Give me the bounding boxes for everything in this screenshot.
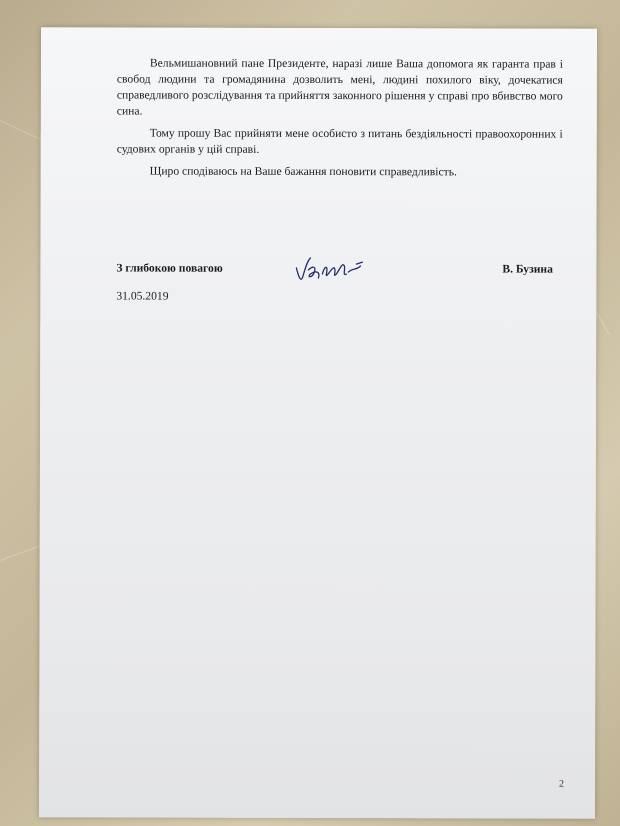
letter-date: 31.05.2019 xyxy=(116,289,169,303)
paragraph-request: Тому прошу Вас прийняти мене особисто з питань бездіяльності правоохоронних і судових органів у цій справі. xyxy=(116,126,563,156)
paragraph-hope: Щиро сподіваюсь на Ваше бажання поновити справедливість. xyxy=(149,164,457,179)
closing-phrase: З глибокою повагою xyxy=(116,261,223,275)
page-number: 2 xyxy=(559,778,565,790)
letter-body xyxy=(117,55,563,186)
paragraph-appeal: Вельмишановний пане Президенте, наразі лише Ваша допомога як гаранта прав і свобод людини та громадянина дозволить мені, людині похилого віку, дочекатися справедливого розслідування та прийняття законного рішення у справі про вбивство мого сина. xyxy=(116,56,563,118)
author-name: В. Бузина xyxy=(502,262,553,276)
letter-page xyxy=(39,27,597,818)
handwritten-signature xyxy=(290,248,370,288)
background-marble-vein xyxy=(0,545,43,561)
